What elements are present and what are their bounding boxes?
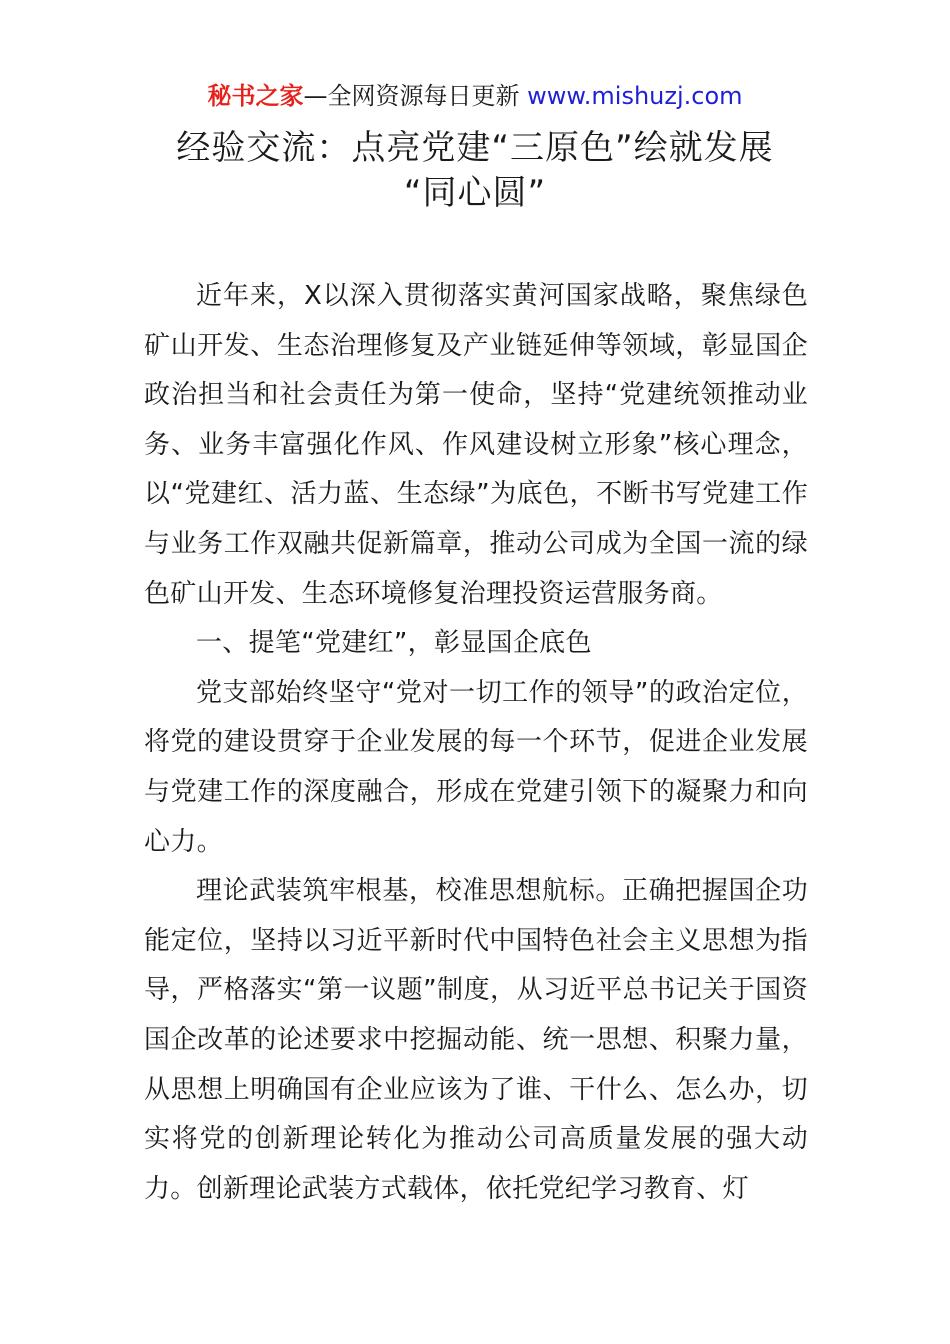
paragraph-intro: 近年来，X以深入贯彻落实黄河国家战略，聚焦绿色矿山开发、生态治理修复及产业链延伸等领域，彰显国企政治担当和社会责任为第一使命，坚持“党建统领推动业务、业务丰富强化作风、作风建设树立形象”核心理念，以“党建红、活力蓝、生态绿”为底色，不断书写党建工作与业务工作双融共促新篇章，推动公司成为全国一流的绿色矿山开发、生态环境修复治理投资运营服务商。 xyxy=(144,281,808,609)
title-line-1: 经验交流：点亮党建“三原色”绘就发展 xyxy=(176,128,774,168)
site-brand: 秘书之家 xyxy=(207,82,304,110)
site-tagline: —全网资源每日更新 xyxy=(303,82,528,110)
document-title xyxy=(0,126,950,216)
site-header xyxy=(0,80,950,112)
paragraph-party-branch: 党支部始终坚守“党对一切工作的领导”的政治定位，将党的建设贯穿于企业发展的每一个环节，促进企业发展与党建工作的深度融合，形成在党建引领下的凝聚力和向心力。 xyxy=(144,677,808,857)
paragraph-theory: 理论武装筑牢根基，校准思想航标。正确把握国企功能定位，坚持以习近平新时代中国特色社会主义思想为指导，严格落实“第一议题”制度，从习近平总书记关于国资国企改革的论述要求中挖掘动能、统一思想、积聚力量，从思想上明确国有企业应该为了谁、干什么、怎么办，切实将党的创新理论转化为推动公司高质量发展的强大动力。创新理论武装方式载体，依托党纪学习教育、灯 xyxy=(144,876,808,1204)
document-body xyxy=(144,272,808,1214)
section-heading-1: 一、提笔“党建红”，彰显国企底色 xyxy=(196,628,592,659)
title-line-2: “同心圆” xyxy=(403,173,547,213)
site-url-link[interactable]: www.mishuzj.com xyxy=(527,82,743,110)
